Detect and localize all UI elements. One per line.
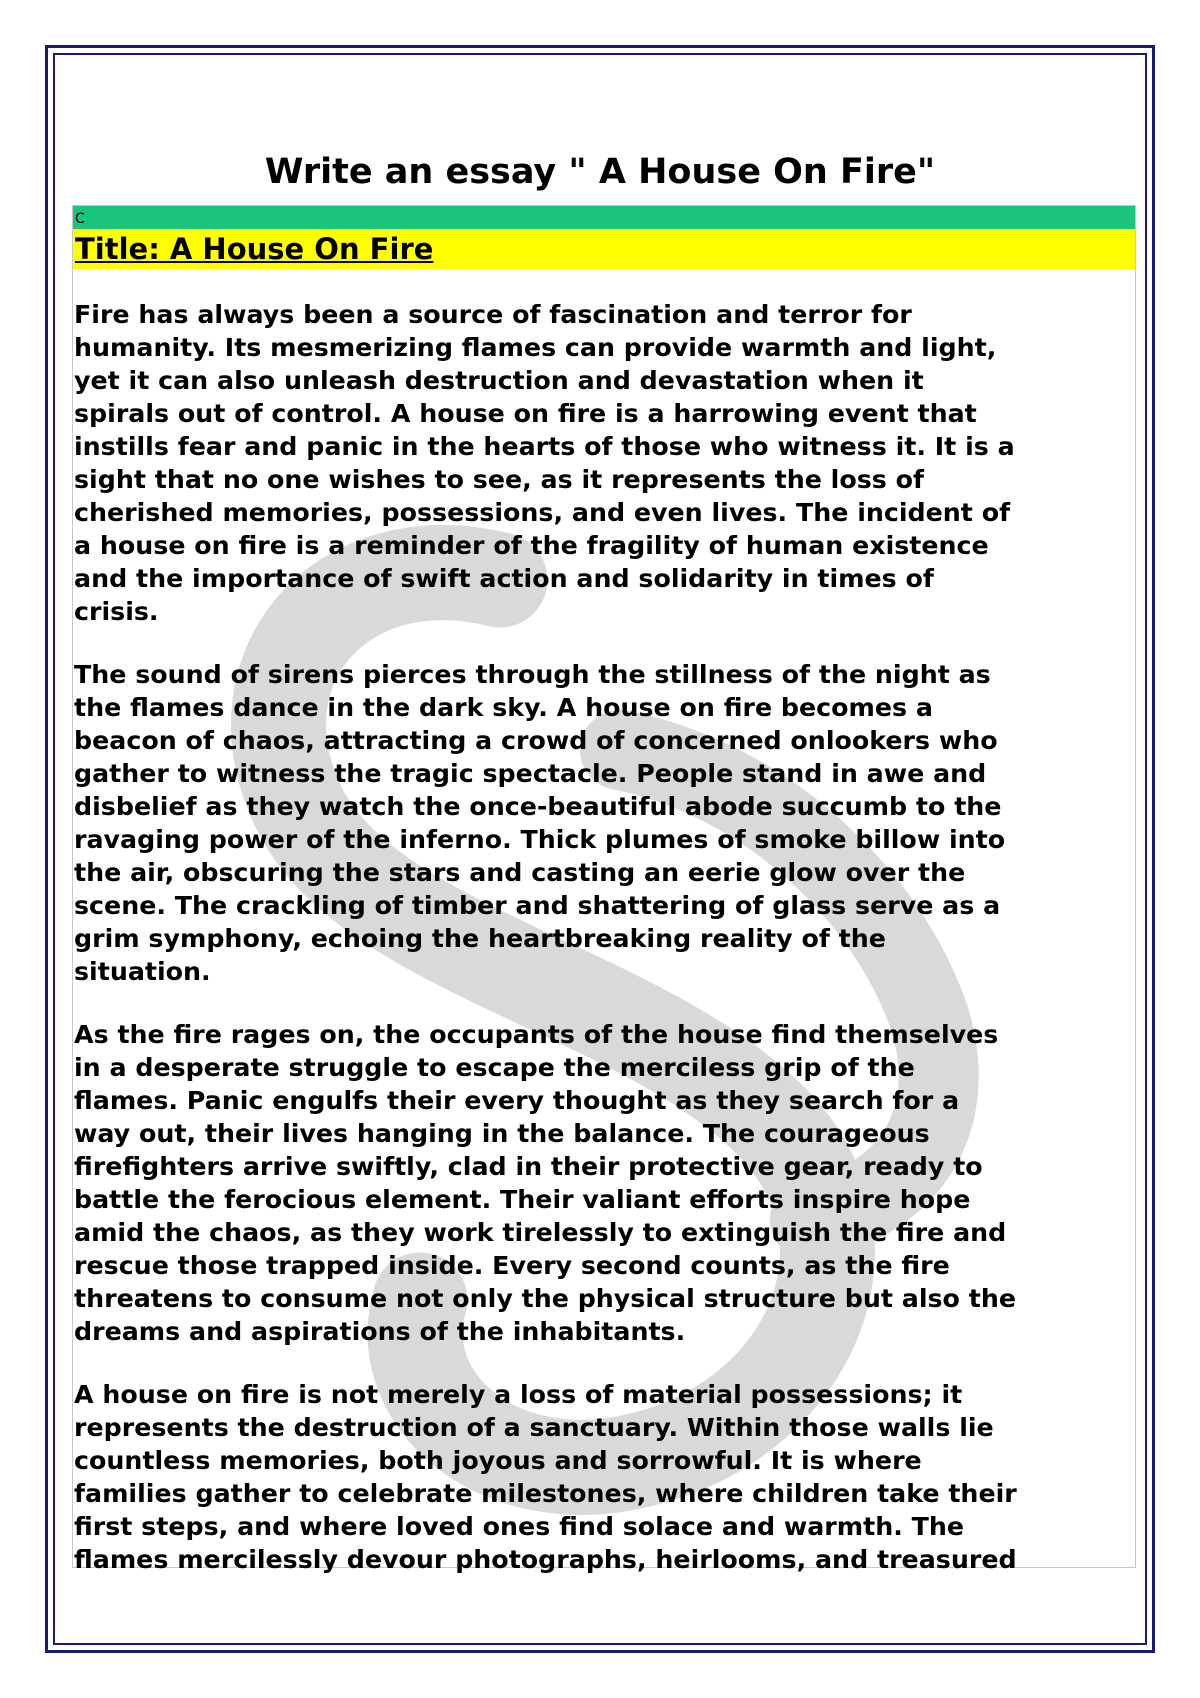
text-line: the air, obscuring the stars and casting an eerie glow over the	[74, 858, 966, 887]
text-line: amid the chaos, as they work tirelessly to extinguish the fire and	[74, 1218, 1007, 1247]
green-banner	[73, 206, 1135, 229]
essay-heading: Title: A House On Fire	[75, 232, 434, 266]
essay-title-banner	[73, 229, 1135, 269]
text-line: cherished memories, possessions, and even lives. The incident of	[74, 498, 1011, 527]
text-line: Fire has always been a source of fascination and terror for	[74, 300, 912, 329]
text-line: spirals out of control. A house on fire is a harrowing event that	[74, 399, 977, 428]
text-line: represents the destruction of a sanctuary. Within those walls lie	[74, 1413, 994, 1442]
text-line: grim symphony, echoing the heartbreaking reality of the	[74, 924, 886, 953]
text-line: situation.	[74, 957, 211, 986]
text-line: families gather to celebrate milestones, where children take their	[74, 1479, 1017, 1508]
text-line: As the fire rages on, the occupants of the house find themselves	[74, 1020, 999, 1049]
text-line: rescue those trapped inside. Every second counts, as the fire	[74, 1251, 950, 1280]
text-line: countless memories, both joyous and sorrowful. It is where	[74, 1446, 922, 1475]
text-line: The sound of sirens pierces through the stillness of the night as	[74, 660, 991, 689]
text-line: beacon of chaos, attracting a crowd of concerned onlookers who	[74, 726, 998, 755]
text-line: and the importance of swift action and solidarity in times of	[74, 564, 934, 593]
text-line: firefighters arrive swiftly, clad in their protective gear, ready to	[74, 1152, 983, 1181]
essay-paragraph	[74, 1378, 1136, 1576]
text-line: ravaging power of the inferno. Thick plumes of smoke billow into	[74, 825, 1006, 854]
text-line: scene. The crackling of timber and shattering of glass serve as a	[74, 891, 1001, 920]
text-line: battle the ferocious element. Their valiant efforts inspire hope	[74, 1185, 971, 1214]
essay-paragraph	[74, 1018, 1136, 1348]
page-title: Write an essay " A House On Fire"	[264, 152, 936, 192]
text-line: flames. Panic engulfs their every thought as they search for a	[74, 1086, 960, 1115]
text-line: yet it can also unleash destruction and devastation when it	[74, 366, 924, 395]
essay-paragraph	[74, 298, 1136, 628]
text-line: first steps, and where loved ones find solace and warmth. The	[74, 1512, 965, 1541]
text-line: a house on fire is a reminder of the fragility of human existence	[74, 531, 989, 560]
text-line: instills fear and panic in the hearts of those who witness it. It is a	[74, 432, 1015, 461]
text-line: disbelief as they watch the once-beautiful abode succumb to the	[74, 792, 1002, 821]
text-line: in a desperate struggle to escape the merciless grip of the	[74, 1053, 915, 1082]
essay-paragraph	[74, 658, 1136, 988]
text-line: sight that no one wishes to see, as it represents the loss of	[74, 465, 925, 494]
text-line: A house on fire is not merely a loss of material possessions; it	[74, 1380, 963, 1409]
text-line: gather to witness the tragic spectacle. People stand in awe and	[74, 759, 987, 788]
text-line: threatens to consume not only the physical structure but also the	[74, 1284, 1017, 1313]
text-line: humanity. Its mesmerizing flames can provide warmth and light,	[74, 333, 997, 362]
green-banner-label: C	[75, 211, 85, 227]
text-line: flames mercilessly devour photographs, heirlooms, and treasured	[74, 1545, 1017, 1574]
text-line: way out, their lives hanging in the balance. The courageous	[74, 1119, 930, 1148]
text-line: crisis.	[74, 597, 159, 626]
text-line: the flames dance in the dark sky. A house on fire becomes a	[74, 693, 933, 722]
text-line: dreams and aspirations of the inhabitants.	[74, 1317, 686, 1346]
essay-body	[74, 298, 1136, 1606]
